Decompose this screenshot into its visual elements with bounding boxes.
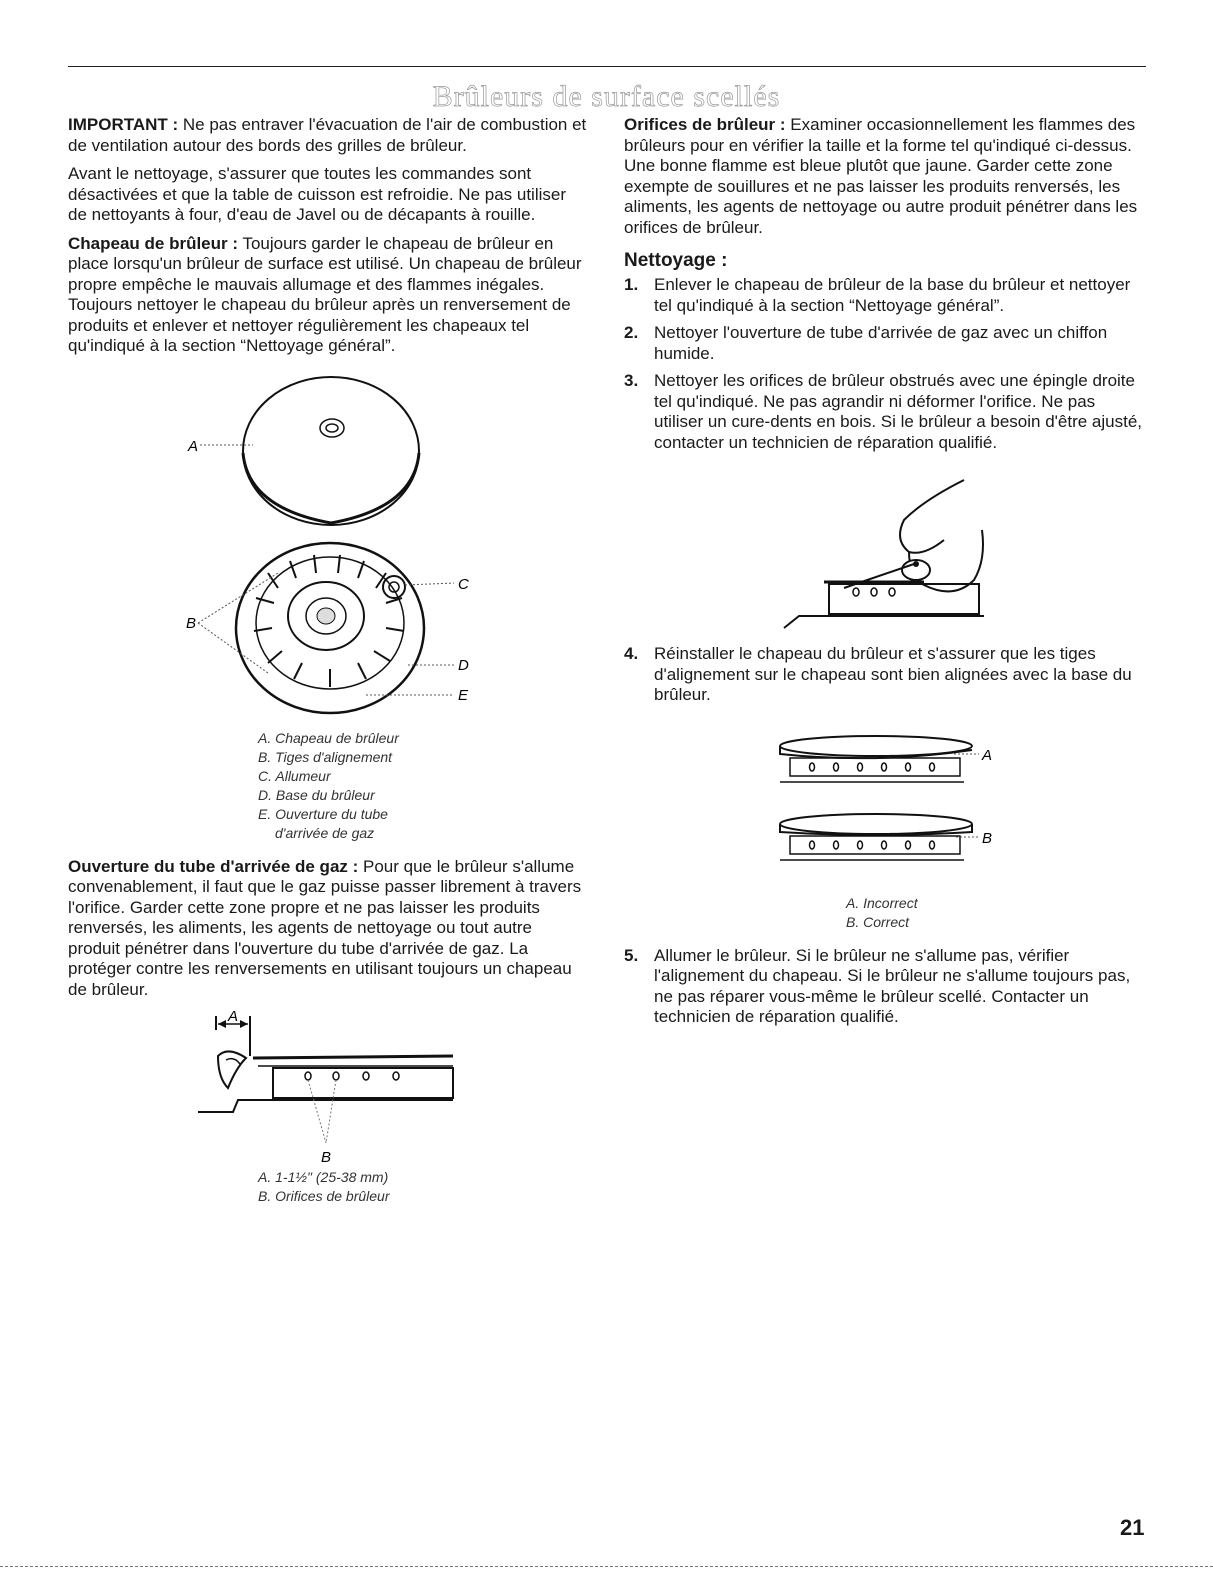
fig4-label-b: B [982, 829, 993, 847]
burner-cap-text: Toujours garder le chapeau de brûleur en place lorsqu'un brûleur de surface est utilisé. Un chapeau de brûleur propre empêche le mauvais allumage et des flammes inégales. Toujours nettoyer le chapeau du brûleur après un renversement de produits et enlever et nettoyer régulièrement les chapeaux tel qu'indiqué à la section “Nettoyage général”. [68, 233, 582, 355]
fig1-caption-e: E. Ouverture du tube [258, 805, 388, 822]
step-4 [624, 644, 1146, 706]
step-2-number: 2. [624, 323, 639, 342]
important-label: IMPORTANT : [68, 115, 179, 134]
fig4-label-a: A [982, 746, 993, 764]
orifices-paragraph [624, 115, 1146, 238]
fig1-label-d: D [458, 656, 469, 674]
pin-cleaning-illustration [624, 460, 1146, 638]
fig2-label-a: A [228, 1008, 239, 1025]
fig4-caption [846, 894, 1146, 932]
top-rule [68, 66, 1146, 67]
step-1 [624, 275, 1146, 316]
step-3-number: 3. [624, 371, 639, 390]
step-1-text: Enlever le chapeau de brûleur de la base du brûleur et nettoyer tel qu'indiqué à la section “Nettoyage général”. [654, 275, 1131, 315]
orifices-label: Orifices de brûleur : [624, 115, 786, 134]
step-5-number: 5. [624, 945, 639, 965]
fig2-caption-a: A. 1-1½" (25-38 mm) [258, 1169, 389, 1185]
important-text: Ne pas entraver l'évacuation de l'air de combustion et de ventilation autour des bords des grilles de brûleur. [68, 115, 587, 155]
fig4-caption-a: A. Incorrect [846, 894, 918, 911]
important-paragraph [68, 115, 588, 156]
fig1-caption-b: B. Tiges d'alignement [258, 748, 393, 765]
burner-cap-label: Chapeau de brûleur : [68, 233, 239, 253]
step-2-text: Nettoyer l'ouverture de tube d'arrivée de gaz avec un chiffon humide. [654, 323, 1108, 363]
fig2-label-b: B [321, 1149, 332, 1166]
page-number: 21 [1120, 1515, 1145, 1540]
cleaning-precaution-paragraph: Avant le nettoyage, s'assurer que toutes les commandes sont désactivées et que la table de cuisson est refroidie. Ne pas utiliser de nettoyants à four, d'eau de Javel ou de décapants à rouille. [68, 164, 566, 224]
fig1-caption-e-cont: d'arrivée de gaz [275, 824, 375, 841]
step-4-number: 4. [624, 644, 639, 663]
section-title: Brûleurs de surface scellés [432, 80, 781, 113]
fig1-caption-d: D. Base du brûleur [258, 786, 375, 803]
cap-alignment-figure [624, 724, 1146, 894]
flame-illustration [68, 1008, 588, 1168]
pin-cleaning-figure [624, 460, 1146, 638]
orifices-text: Examiner occasionnellement les flammes des brûleurs pour en vérifier la taille et la forme tel qu'indiqué ci-dessus. Une bonne flamme est bleue plutôt que jaune. Garder cette zone exempte de souillures et ne pas laisser les produits renversés, les aliments, les agents de nettoyage ou autre produit pénétrer dans les orifices de brûleur. [624, 115, 1138, 237]
fig4-caption-b: B. Correct [846, 913, 910, 930]
fig2-caption [258, 1168, 588, 1206]
flame-figure [68, 1008, 588, 1168]
right-column [624, 115, 1146, 1035]
step-3 [624, 371, 1146, 453]
burner-cap-paragraph [68, 234, 588, 357]
fig1-label-a: A [188, 437, 199, 455]
step-2 [624, 323, 1146, 364]
step-5-text: Allumer le brûleur. Si le brûleur ne s'allume pas, vérifier l'alignement du chapeau. Si le brûleur ne s'allume toujours pas, ne pas réparer vous-même le brûleur scellé. Contacter un technicien de réparation qualifié. [654, 945, 1131, 1026]
gas-tube-label: Ouverture du tube d'arrivée de gaz : [68, 856, 359, 876]
fig1-label-b: B [186, 614, 197, 632]
fig2-caption-b: B. Orifices de brûleur [258, 1188, 390, 1204]
gas-tube-text: Pour que le brûleur s'allume convenablement, il faut que le gaz puisse passer librement à travers l'orifice. Garder cette zone propre et ne pas laisser les produits renversés, les aliments, les agents de nettoyage ou tout autre produit pénétrer dans l'ouverture du tube d'arrivée de gaz. La protéger contre les renversements en utilisant toujours un chapeau de brûleur. [68, 856, 582, 999]
fig1-label-c: C [458, 575, 469, 593]
cap-alignment-illustration [624, 724, 1146, 894]
cleaning-heading: Nettoyage : [624, 250, 728, 271]
fig1-label-e: E [458, 686, 469, 704]
fig1-caption-c: C. Allumeur [258, 767, 331, 784]
step-3-text: Nettoyer les orifices de brûleur obstrués avec une épingle droite tel qu'indiqué. Ne pas agrandir ni déformer l'orifice. Ne pas utiliser un cure-dents en bois. Si le brûleur a besoin d'être ajusté, contacter un technicien de réparation qualifié. [654, 371, 1143, 452]
step-5 [624, 946, 1146, 1028]
burner-parts-figure [68, 373, 588, 729]
fig1-caption-a: A. Chapeau de brûleur [258, 729, 399, 746]
burner-parts-illustration [68, 373, 588, 729]
step-4-text: Réinstaller le chapeau du brûleur et s'assurer que les tiges d'alignement sur le chapeau sont bien alignées avec la base du brûleur. [654, 644, 1132, 704]
step-1-number: 1. [624, 275, 639, 294]
gas-tube-paragraph [68, 857, 588, 1001]
left-column [68, 115, 588, 1206]
fig1-caption [258, 729, 588, 843]
bottom-rule [0, 1566, 1213, 1567]
